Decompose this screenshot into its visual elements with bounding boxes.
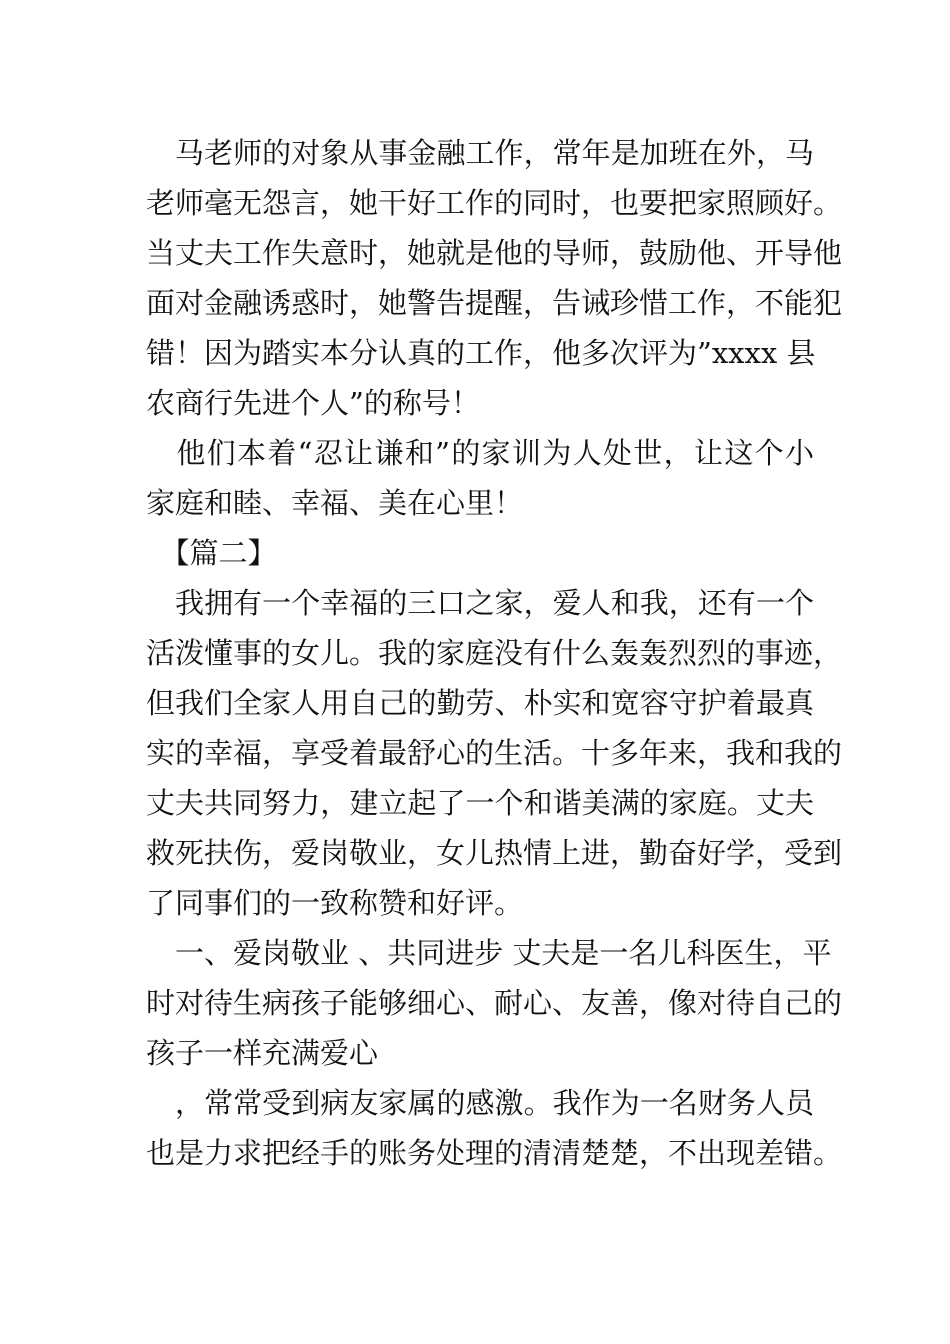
text-line: 我拥有一个幸福的三口之家，爱人和我，还有一个 [146,586,814,620]
text-line: 了同事们的一致称赞和好评。 [146,886,524,920]
text-line: 他们本着“忍让谦和”的家训为人处世，让这个小 [146,436,814,470]
text-line: 时对待生病孩子能够细心、耐心、友善，像对待自己的 [146,986,843,1020]
paragraph-3 [146,578,843,928]
text-line: 也是力求把经手的账务处理的清清楚楚，不出现差错。 [146,1136,843,1170]
paragraph-5 [146,1078,843,1178]
text-line: ，常常受到病友家属的感激。我作为一名财务人员 [146,1086,814,1120]
document-body [146,128,843,1178]
section-heading [146,528,814,578]
text-line: 救死扶伤，爱岗敬业，女儿热情上进，勤奋好学，受到 [146,836,843,870]
text-line: 但我们全家人用自己的勤劳、朴实和宽容守护着最真 [146,686,814,720]
text-line: 老师毫无怨言，她干好工作的同时，也要把家照顾好。 [146,186,843,220]
text-line: 错！因为踏实本分认真的工作，他多次评为”xxxx 县 [146,336,816,370]
text-line: 一、爱岗敬业 、共同进步 丈夫是一名儿科医生，平 [146,936,832,970]
text-line: 当丈夫工作失意时，她就是他的导师，鼓励他、开导他 [146,236,843,270]
text-line: 家庭和睦、幸福、美在心里！ [146,486,524,520]
text-line: 农商行先进个人”的称号！ [146,386,480,420]
paragraph-2 [146,428,814,528]
paragraph-1 [146,128,843,428]
text-line: 丈夫共同努力，建立起了一个和谐美满的家庭。丈夫 [146,786,814,820]
text-line: 活泼懂事的女儿。我的家庭没有什么轰轰烈烈的事迹， [146,636,843,670]
paragraph-4 [146,928,843,1078]
section-heading-text: 【篇二】 [146,536,277,570]
text-line: 实的幸福，享受着最舒心的生活。十多年来，我和我的 [146,736,843,770]
text-line: 面对金融诱惑时，她警告提醒，告诫珍惜工作，不能犯 [146,286,843,320]
text-line: 孩子一样充满爱心 [146,1036,379,1070]
text-line: 马老师的对象从事金融工作，常年是加班在外，马 [146,136,814,170]
